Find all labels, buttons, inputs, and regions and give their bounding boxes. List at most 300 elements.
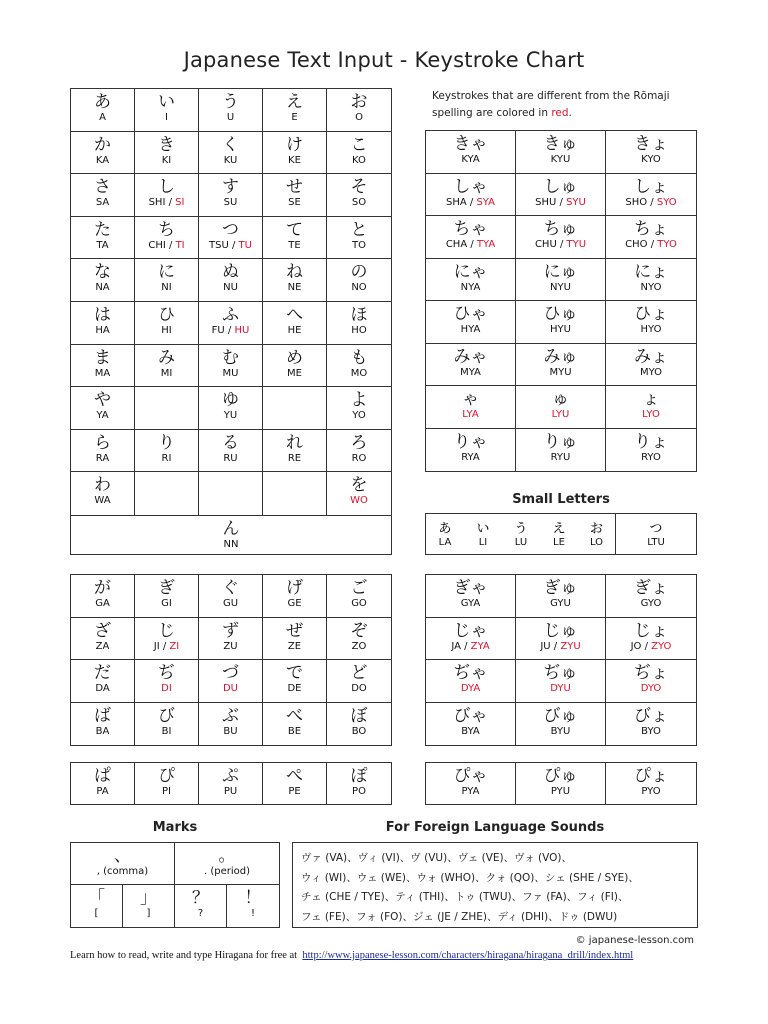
kana-char: つ	[222, 219, 239, 240]
kana-char: じゅ	[543, 620, 578, 641]
kana-cell	[71, 703, 135, 746]
keystroke-text: KYU	[550, 154, 571, 165]
kana-char: じゃ	[453, 620, 488, 641]
keystroke-text: HYU	[550, 324, 571, 335]
kana-cell	[516, 259, 606, 302]
keystroke-text: O	[355, 112, 363, 123]
kana-cell	[426, 344, 516, 387]
keystroke-label	[516, 598, 605, 610]
keystroke-label	[199, 683, 262, 695]
kana-char: ぱ	[94, 766, 111, 786]
keystroke-text: ZU	[223, 640, 238, 652]
kana-char: ひ	[158, 304, 175, 325]
kana-cell	[199, 763, 263, 804]
keystroke-text: DO	[351, 683, 367, 694]
kana-char: ぴゅ	[543, 766, 578, 786]
keystroke-text: NYO	[640, 281, 662, 293]
kana-char: ど	[350, 663, 368, 683]
kana-char: ぢゃ	[453, 663, 488, 683]
kana-cell	[263, 618, 327, 661]
kana-cell	[263, 217, 327, 260]
kana-cell	[327, 217, 391, 260]
keystroke-label	[426, 282, 515, 294]
kana-cell	[327, 259, 391, 302]
kana-cell	[606, 216, 696, 259]
kana-char: の	[350, 262, 368, 283]
kana-char: ご	[350, 578, 368, 598]
mark-label: ]	[146, 908, 151, 919]
keystroke-label	[199, 598, 262, 610]
kana-cell	[199, 89, 263, 132]
kana-cell	[606, 660, 696, 703]
mark-label: ?	[197, 908, 204, 919]
kana-char: しょ	[634, 176, 668, 197]
kana-cell	[263, 660, 327, 703]
kana-char: そ	[350, 177, 368, 198]
keystroke-label	[135, 197, 198, 209]
keystroke-text: NYU	[550, 281, 571, 293]
keystroke-label	[263, 155, 326, 167]
keystroke-label	[199, 786, 262, 798]
keystroke-label	[263, 641, 326, 653]
keystroke-alt: TYA	[476, 239, 496, 250]
kana-cell	[199, 430, 263, 473]
keystroke-label	[516, 452, 605, 464]
keystroke-label: NN	[223, 539, 239, 550]
keystroke-label	[135, 282, 198, 294]
keystroke-label	[263, 598, 326, 610]
keystroke-label	[606, 726, 696, 738]
keystroke-label	[199, 325, 262, 337]
small-letters-heading: Small Letters	[512, 492, 610, 507]
small-letter-cell	[426, 514, 464, 554]
keystroke-text: KYA	[461, 154, 480, 165]
mark-char: 「	[88, 888, 105, 908]
basic-hiragana-table	[70, 88, 392, 516]
mark-char: ！	[244, 888, 262, 908]
kana-char: む	[222, 347, 239, 368]
kana-cell	[606, 344, 696, 387]
kana-cell	[263, 132, 327, 175]
keystroke-text: JI /	[153, 640, 170, 652]
kana-char: ぽ	[350, 766, 368, 786]
kana-cell	[71, 132, 135, 175]
kana-char: みゅ	[543, 346, 578, 367]
nn-row	[70, 515, 392, 555]
kana-cell	[327, 174, 391, 217]
keystroke-alt: ZYO	[651, 640, 672, 652]
mark-char: 」	[140, 888, 157, 908]
kana-cell	[135, 174, 199, 217]
keystroke-label	[199, 453, 262, 465]
kana-cell	[426, 386, 516, 429]
kana-cell	[327, 703, 391, 746]
kana-char: ゅ	[552, 389, 569, 409]
kana-char: ぁ	[436, 517, 454, 537]
kana-char: う	[222, 92, 239, 112]
keystroke-label	[71, 325, 134, 337]
keystroke-label	[516, 282, 605, 294]
kana-cell	[263, 89, 327, 132]
keystroke-label	[606, 239, 696, 251]
keystroke-text: A	[99, 112, 106, 123]
foreign-line: ウィ (WI)、ウェ (WE)、ウォ (WHO)、クォ (QO)、シェ (SHE / SYE)、	[301, 871, 639, 884]
keystroke-label	[71, 598, 134, 610]
keystroke-label	[327, 282, 391, 294]
keystroke-label	[71, 726, 134, 738]
keystroke-text: SO	[351, 197, 367, 209]
keystroke-text: PI	[162, 786, 171, 797]
kana-char: ぬ	[222, 262, 239, 283]
kana-cell	[71, 763, 135, 804]
keystroke-label	[135, 155, 198, 167]
kana-cell	[71, 345, 135, 388]
kana-char: す	[222, 177, 239, 198]
kana-cell	[426, 763, 516, 804]
keystroke-label	[199, 368, 262, 380]
kana-cell	[71, 217, 135, 260]
kana-cell	[263, 302, 327, 345]
keystroke-label	[71, 282, 134, 294]
kana-char: ひょ	[634, 304, 668, 324]
keystroke-text: RYA	[461, 451, 480, 463]
kana-cell	[135, 703, 199, 746]
kana-char: み	[158, 347, 175, 368]
kana-char: し	[158, 177, 175, 198]
kana-cell	[71, 387, 135, 430]
kana-cell	[516, 131, 606, 174]
foreign-line: チェ (CHE / TYE)、ティ (THI)、トゥ (TWU)、ファ (FA)、フィ (FI)、	[301, 891, 629, 903]
keystroke-alt: LYO	[642, 409, 660, 420]
kana-char: みゃ	[453, 346, 488, 367]
keystroke-label	[606, 409, 696, 421]
keystroke-text: BI	[161, 725, 172, 737]
keystroke-label	[199, 197, 262, 209]
keystroke-label	[426, 154, 515, 166]
keystroke-text: BYU	[550, 725, 571, 737]
youon-table	[425, 130, 697, 472]
keystroke-label	[327, 197, 391, 209]
kana-cell	[606, 174, 696, 217]
dakuten-table	[70, 574, 392, 746]
kana-cell	[516, 660, 606, 703]
keystroke-label	[327, 641, 391, 653]
keystroke-text: DA	[95, 683, 110, 694]
kana-char: きゃ	[453, 134, 488, 154]
kana-cell	[426, 131, 516, 174]
kana-char: ぞ	[350, 620, 368, 641]
kana-cell	[135, 618, 199, 661]
keystroke-text: SHO /	[625, 196, 657, 208]
keystroke-text: YO	[352, 410, 366, 422]
keystroke-alt: SYA	[476, 196, 495, 208]
keystroke-text: HA	[95, 324, 110, 336]
kana-char: ぎょ	[634, 578, 668, 598]
keystroke-label	[135, 726, 198, 738]
kana-cell	[263, 174, 327, 217]
keystroke-text: PU	[223, 786, 238, 797]
keystroke-label	[71, 641, 134, 653]
keystroke-label	[71, 410, 134, 422]
kana-cell	[327, 387, 391, 430]
kana-cell	[426, 259, 516, 302]
keystroke-text: GE	[287, 598, 302, 609]
kana-char: ず	[222, 620, 239, 641]
keystroke-text: JU /	[540, 640, 561, 652]
kana-cell	[263, 472, 327, 515]
keystroke-label	[516, 367, 605, 379]
small-letter-cell	[464, 514, 502, 554]
kana-cell	[426, 301, 516, 344]
kana-char: びゅ	[543, 705, 578, 726]
keystroke-label	[327, 368, 391, 380]
kana-cell	[71, 430, 135, 473]
keystroke-label	[199, 155, 262, 167]
kana-char: りゅ	[543, 431, 578, 452]
keystroke-text: GO	[351, 598, 367, 609]
kana-char: りゃ	[453, 431, 488, 452]
kana-cell	[135, 302, 199, 345]
note-red-word: red	[551, 107, 569, 119]
mark-cell-close-bracket	[123, 885, 175, 927]
kana-cell	[516, 344, 606, 387]
keystroke-text: RE	[287, 452, 302, 464]
kana-char: れ	[286, 432, 303, 453]
note-line-2: spelling are colored in	[432, 107, 552, 119]
keystroke-label	[327, 240, 391, 252]
kana-cell	[327, 302, 391, 345]
kana-char: ぎゃ	[453, 578, 488, 598]
keystroke-text: I	[165, 112, 168, 123]
foreign-line: ヴァ (VA)、ヴィ (VI)、ヴ (VU)、ヴェ (VE)、ヴォ (VO)、	[301, 852, 572, 864]
keystroke-label	[263, 726, 326, 738]
keystroke-text: MYU	[549, 366, 572, 378]
kana-char: も	[350, 347, 368, 368]
kana-char: ぃ	[474, 517, 492, 537]
kana-char: が	[94, 578, 111, 598]
handakuten-youon-table	[425, 762, 697, 805]
keystroke-text: HO	[351, 324, 367, 336]
kana-char: と	[350, 219, 368, 240]
mark-char: 、	[114, 846, 131, 866]
kana-cell	[199, 618, 263, 661]
keystroke-label	[606, 641, 696, 653]
keystroke-label	[263, 197, 326, 209]
keystroke-label	[135, 683, 198, 695]
small-letter-cell	[578, 514, 616, 554]
keystroke-label	[71, 197, 134, 209]
keystroke-label	[426, 324, 515, 336]
kana-cell	[71, 302, 135, 345]
keystroke-label	[199, 112, 262, 124]
kana-char: い	[158, 92, 175, 112]
kana-cell	[135, 345, 199, 388]
kana-cell	[606, 131, 696, 174]
footer-link[interactable]: http://www.japanese-lesson.com/characters/hiragana/hiragana_drill/index.html	[302, 950, 634, 961]
keystroke-text: YA	[96, 410, 109, 422]
keystroke-label	[516, 239, 605, 251]
keystroke-label	[606, 282, 696, 294]
keystroke-label	[426, 239, 515, 251]
keystroke-label	[426, 452, 515, 464]
keystroke-alt: TI	[175, 239, 185, 251]
keystroke-text: SU	[223, 197, 238, 209]
keystroke-label	[426, 726, 515, 738]
kana-char: ちゅ	[543, 219, 578, 239]
keystroke-text: KI	[161, 154, 172, 166]
small-letters-table	[425, 513, 697, 555]
keystroke-label	[263, 453, 326, 465]
kana-char: ひゃ	[453, 304, 488, 324]
keystroke-label	[199, 282, 262, 294]
mark-cell-exclamation	[227, 885, 279, 927]
kana-cell	[199, 217, 263, 260]
keystroke-text: ZO	[351, 640, 367, 652]
keystroke-label	[71, 683, 134, 695]
mark-label: . (period)	[203, 866, 250, 877]
keystroke-label	[516, 683, 605, 695]
keystroke-label	[516, 324, 605, 336]
keystroke-label	[71, 786, 134, 798]
keystroke-text: KA	[95, 154, 110, 166]
keystroke-label	[263, 282, 326, 294]
keystroke-text: MO	[350, 367, 368, 379]
kana-cell	[606, 575, 696, 618]
keystroke-text: MI	[160, 367, 173, 379]
kana-char: ゆ	[222, 390, 239, 411]
keystroke-label	[135, 368, 198, 380]
kana-char: じょ	[634, 620, 668, 641]
keystroke-alt: ZYU	[560, 640, 581, 652]
kana-cell	[606, 763, 696, 804]
keystroke-label	[327, 786, 391, 798]
kana-cell	[606, 429, 696, 472]
keystroke-label	[516, 197, 605, 209]
keystroke-label	[263, 325, 326, 337]
keystroke-label	[71, 453, 134, 465]
kana-char: きょ	[634, 134, 668, 154]
keystroke-text: CHO /	[625, 239, 658, 250]
foreign-sounds-box	[292, 842, 698, 928]
kana-cell	[516, 216, 606, 259]
keystroke-label	[263, 683, 326, 695]
keystroke-label	[135, 598, 198, 610]
keystroke-text: GYU	[550, 598, 571, 609]
keystroke-text: KE	[288, 154, 301, 166]
kana-cell	[606, 301, 696, 344]
kana-char: ぺ	[286, 766, 303, 786]
keystroke-label	[71, 495, 134, 507]
keystroke-label: LE	[553, 537, 565, 548]
kana-char: ぴゃ	[453, 766, 488, 786]
keystroke-label	[199, 641, 262, 653]
keystroke-text: KO	[352, 154, 366, 166]
kana-cell	[426, 660, 516, 703]
kana-char: ぐ	[222, 578, 239, 598]
keystroke-text: NO	[351, 282, 367, 294]
keystroke-text: RI	[161, 452, 172, 464]
keystroke-text: BE	[287, 725, 302, 737]
keystroke-alt: DU	[222, 683, 239, 694]
keystroke-text: GYO	[640, 598, 662, 609]
kana-cell	[606, 386, 696, 429]
keystroke-alt: WO	[350, 495, 368, 507]
kana-cell	[199, 132, 263, 175]
keystroke-text: HI	[161, 324, 172, 336]
kana-char: ちゃ	[453, 219, 488, 239]
mark-label: [	[94, 908, 99, 919]
keystroke-label: LI	[478, 537, 488, 548]
keystroke-text: TE	[288, 239, 301, 251]
dakuten-youon-table	[425, 574, 697, 746]
keystroke-label	[263, 112, 326, 124]
keystroke-label	[327, 325, 391, 337]
kana-char: ぎ	[158, 578, 175, 598]
kana-cell	[426, 703, 516, 746]
keystroke-alt: SYO	[656, 196, 677, 208]
kana-char: め	[286, 347, 303, 368]
kana-cell	[327, 430, 391, 473]
copyright: © japanese-lesson.com	[575, 935, 694, 946]
keystroke-label	[606, 324, 696, 336]
kana-char: ぼ	[350, 705, 368, 726]
keystroke-label	[327, 453, 391, 465]
small-letter-cell	[616, 514, 696, 554]
keystroke-text: BYO	[641, 725, 661, 737]
kana-cell	[263, 387, 327, 430]
kana-cell	[516, 301, 606, 344]
keystroke-text: GA	[95, 598, 110, 609]
kana-char: ぴ	[158, 766, 175, 786]
kana-cell	[199, 575, 263, 618]
kana-char: ほ	[350, 304, 368, 325]
kana-char: び	[158, 705, 175, 726]
kana-char: べ	[286, 705, 303, 726]
kana-char: な	[94, 262, 111, 283]
kana-cell	[71, 575, 135, 618]
keystroke-text: NI	[161, 282, 172, 294]
keystroke-label	[606, 367, 696, 379]
kana-char: こ	[350, 134, 368, 155]
kana-cell	[199, 302, 263, 345]
kana-cell	[327, 618, 391, 661]
kana-cell	[71, 174, 135, 217]
kana-cell	[426, 429, 516, 472]
keystroke-alt: LYU	[551, 409, 570, 420]
kana-char: ぜ	[286, 620, 303, 641]
keystroke-label	[199, 726, 262, 738]
keystroke-text: NA	[95, 282, 110, 294]
kana-char: ぇ	[550, 517, 568, 537]
keystroke-text: GU	[222, 598, 239, 609]
keystroke-label: LTU	[647, 537, 665, 548]
kana-char: ん	[222, 519, 240, 539]
kana-char: ね	[286, 262, 303, 283]
kana-char: みょ	[634, 346, 668, 367]
kana-char: で	[286, 663, 303, 683]
kana-cell	[516, 386, 606, 429]
keystroke-text: PYU	[550, 786, 571, 797]
keystroke-label	[135, 112, 198, 124]
kana-char: ひゅ	[543, 304, 578, 324]
kana-char: あ	[94, 92, 111, 112]
keystroke-text: GYA	[460, 598, 481, 609]
kana-cell	[426, 618, 516, 661]
keystroke-alt: DI	[161, 683, 172, 694]
kana-char: よ	[350, 390, 368, 411]
keystroke-alt: TYO	[657, 239, 677, 250]
kana-char: ぶ	[222, 705, 239, 726]
